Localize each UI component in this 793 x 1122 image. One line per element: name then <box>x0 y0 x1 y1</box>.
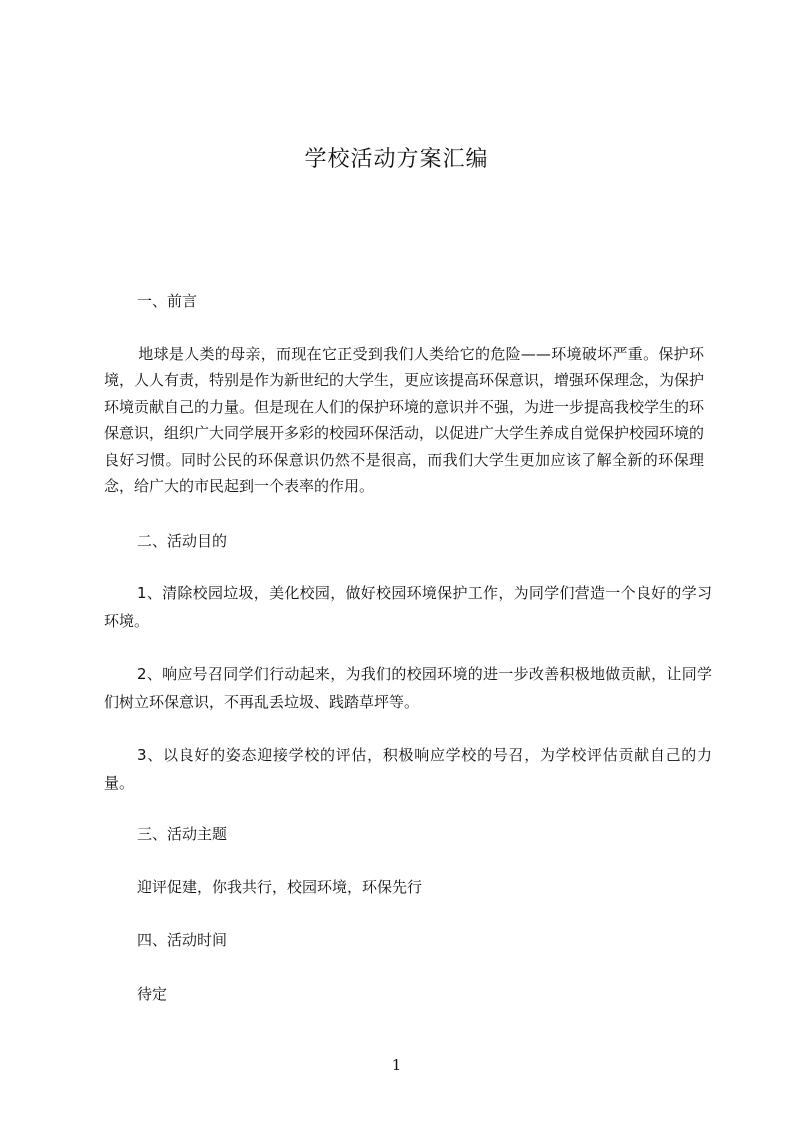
document-title: 学校活动方案汇编 <box>304 147 489 172</box>
section-heading-preface: 一、前言 <box>137 292 198 310</box>
page-number: 1 <box>391 1056 402 1074</box>
theme-text: 迎评促建，你我共行，校园环境，环保先行 <box>137 878 423 896</box>
section-heading-theme: 三、活动主题 <box>137 825 228 843</box>
section-heading-purpose: 二、活动目的 <box>137 532 228 550</box>
preface-text: 地球是人类的母亲，而现在它正受到我们人类给它的危险——环境破坏严重。保护环境，人人有责，特别是作为新世纪的大学生，更应该提高环保意识，增强环保理念，为保护环境贡献自己的力量。但是现在人们的保护环境的意识并不强，为进一步提高我校学生的环保意识，组织广大同学展开多彩的校园环保活动，以促进广大学生养成自觉保护校园环境的良好习惯。同时公民的环保意识仍然不是很高，而我们大学生更加应该了解全新的环保理念，给广大的市民起到一个表率的作用。 <box>104 345 705 496</box>
preface-paragraph <box>104 341 704 499</box>
purpose-item-3: 3、以良好的姿态迎接学校的评估，积极响应学校的号召，为学校评估贡献自己的力量。 <box>104 746 712 792</box>
purpose-item-2: 2、响应号召同学们行动起来，为我们的校园环境的进一步改善积极地做贡献，让同学们树立环保意识，不再乱丢垃圾、践踏草坪等。 <box>104 665 712 711</box>
time-text: 待定 <box>137 985 168 1003</box>
section-heading-time: 四、活动时间 <box>137 931 228 949</box>
purpose-item-1: 1、清除校园垃圾，美化校园，做好校园环境保护工作，为同学们营造一个良好的学习环境。 <box>104 584 712 630</box>
